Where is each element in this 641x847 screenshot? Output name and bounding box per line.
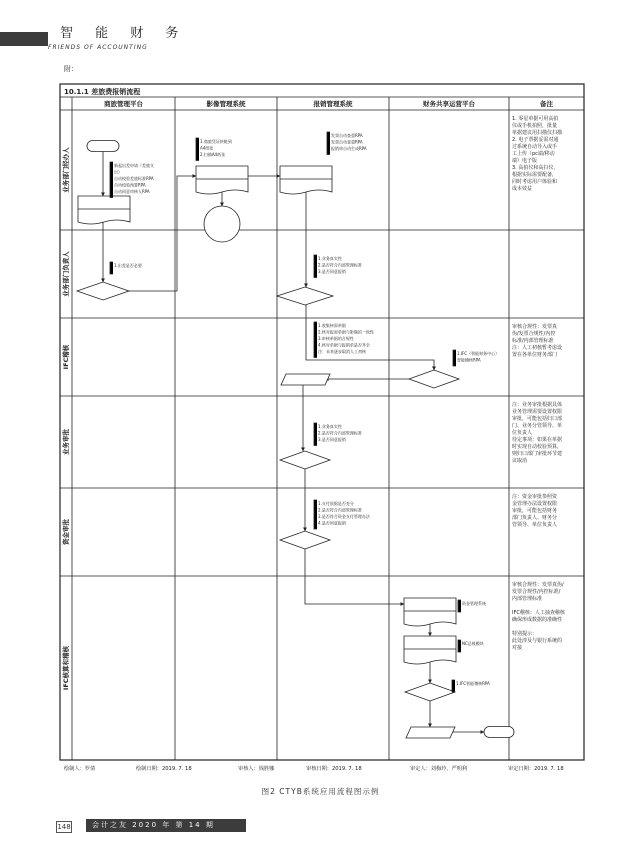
- signoff-3: 审核日期：2019. 7. 18: [306, 766, 362, 772]
- lane-label: IFC稽核: [62, 344, 70, 370]
- note-trip-apply-1: 出）: [114, 169, 122, 175]
- manual-audit1-node: [281, 374, 330, 385]
- note-ifc-audit-1: 智能稽核RPA: [457, 357, 481, 363]
- biz-approve-node: [280, 451, 330, 469]
- note-scan-1: A4纸张: [200, 145, 214, 151]
- remark-lane-4-2: 审批，可能包括财务: [512, 508, 558, 514]
- remark-lane-0-9: 同时考虑用户体验和: [512, 179, 558, 185]
- remark-lane-3-8: 议取消: [512, 458, 528, 464]
- note-form-approve-1: 2.是否符合内部管理标准: [318, 262, 362, 268]
- lane-label: 资金审批: [62, 519, 70, 545]
- note-form-gen-1: 发票自动查重RPA: [331, 139, 363, 145]
- note-pay-bracket: [458, 600, 461, 612]
- remark-lane-4-0: 注：资金审批参照资: [512, 494, 558, 500]
- post-node: [404, 636, 456, 664]
- review-node: [204, 206, 240, 242]
- fund-approve-node: [280, 531, 330, 549]
- note-ifc-audit2-0: 1.IFC智能稽核RPA: [456, 681, 490, 686]
- remark-lane-3-3: 门、业务分管领导、单: [512, 423, 563, 429]
- note-form-approve-bracket: [314, 255, 317, 278]
- page-number: 148: [57, 823, 71, 831]
- note-form-gen-bracket: [327, 132, 330, 155]
- lane-label: 业务部门经办人: [62, 147, 70, 193]
- note-ifc-audit-0: 1.IFC（智能财务中心）: [457, 351, 500, 356]
- note-scan-0: 1.商旅凭证转帐到: [200, 139, 232, 144]
- note-trip-apply-bracket: [110, 162, 113, 198]
- remark-lane-0-8: 根据实际需要配备，: [512, 172, 558, 178]
- start-node: [87, 141, 119, 152]
- note-scan-bracket: [196, 138, 199, 161]
- remark-lane-3-5: 待定事项：如果在单据: [512, 437, 563, 443]
- journal-subtitle: FRIENDS OF ACCOUNTING: [48, 44, 148, 51]
- pay-node: [404, 598, 456, 626]
- remark-lane-4-3: 部门负责人、财务分: [512, 515, 558, 521]
- note-biz-approve-0: 1.业务真实性: [318, 424, 342, 429]
- remark-lane-2-3: 注：人工初核暂考虑设: [512, 345, 563, 351]
- note-fund-approve-2: 3.是否符合资金支付管理办法: [318, 514, 370, 519]
- column-header: 财务共享运营平台: [423, 100, 475, 108]
- note-ifc-audit-bracket: [453, 350, 456, 366]
- note-trip-approve-0: 1.出差是否必要: [114, 263, 142, 268]
- note-ifc-audit2-bracket: [452, 680, 455, 692]
- remark-lane-0-3: 2. 电子票据妥需对通: [512, 137, 559, 143]
- remark-lane-5-1: 发票合规性/内控标准/: [512, 589, 561, 595]
- remark-lane-2-4: 置在各单位财务部门: [512, 352, 558, 358]
- remark-lane-2-1: 伪/发票合规性/内控: [512, 331, 556, 337]
- note-pay-0: 资金管理系统: [462, 601, 486, 606]
- figure-caption: 图2 CTYB系统应用流程图示例: [261, 787, 380, 796]
- note-biz-approve-bracket: [314, 423, 317, 446]
- note-post-bracket: [458, 640, 461, 652]
- remark-lane-5-2: 内部管理标准: [512, 596, 543, 602]
- note-manual-audit-0: 1.收集核原单据: [318, 323, 346, 328]
- remark-lane-3-4: 位负责人: [512, 430, 533, 436]
- ifc-audit1-node: [409, 370, 459, 388]
- remark-lane-5-5: 确保形成数据的准确性: [512, 617, 563, 623]
- note-post-0: NC总账模块: [462, 641, 484, 646]
- flowchart-title: 10.1.1 差旅费报销流程: [64, 88, 141, 96]
- note-trip-apply-4: 自动同意审核人RPA: [114, 189, 150, 194]
- note-trip-approve-bracket: [110, 262, 113, 274]
- remark-lane-5-8: 此处涉及与银行系统的: [512, 638, 563, 644]
- note-fund-approve-1: 2.是否符合内部管理标准: [318, 507, 362, 513]
- form-gen-node: [280, 166, 332, 194]
- remark-lane-5-7: 特别提示：: [512, 631, 538, 637]
- remark-lane-2-2: 标准/内部管理标准: [512, 338, 554, 344]
- signoff-5: 审定日期：2019. 7. 18: [508, 766, 564, 772]
- remark-lane-0-2: 单据建议用扫描仪扫描: [512, 130, 563, 136]
- note-trip-apply-3: 自动校验预算RPA: [114, 182, 146, 188]
- remark-lane-0-0: 1. 零星单据可用高拍: [512, 116, 559, 122]
- remark-lane-5-9: 对接: [512, 645, 523, 651]
- column-header: 影像管理系统: [206, 100, 246, 108]
- note-trip-apply-2: 自动校验差旅标准RPA: [114, 176, 154, 181]
- end-node: [484, 727, 514, 738]
- note-fund-approve-bracket: [314, 500, 317, 529]
- manual-check-node: [406, 727, 455, 738]
- signoff-1: 绘制日期：2019. 7. 18: [136, 766, 192, 772]
- remark-lane-0-10: 成本效益: [512, 186, 533, 192]
- note-manual-audit-3: 4.核对单据与报销单是否齐全: [318, 342, 370, 348]
- lane-label: 业务部门负责人: [62, 251, 70, 297]
- remark-lane-4-4: 管领导、单位负责人: [512, 522, 558, 528]
- lane-label: 业务审批: [62, 429, 70, 455]
- trip-approve-node: [77, 282, 129, 300]
- remark-lane-0-5: 工上传（pc端/移动: [512, 151, 555, 157]
- remark-lane-0-7: 3. 高拍仪和高扫仪，: [512, 165, 559, 171]
- note-form-approve-2: 3.是否同意报销: [318, 269, 346, 274]
- remark-lane-2-0: 审核合规性：发票真: [512, 324, 558, 330]
- note-manual-audit-2: 3.审核单据的合规性: [318, 336, 354, 341]
- remark-lane-0-6: 端）电子版: [512, 158, 538, 164]
- column-header: 报销管理系统: [313, 100, 353, 108]
- signoff-0: 绘制人：罗倩: [64, 766, 96, 772]
- remark-lane-4-1: 金管理办法设置权限: [512, 501, 558, 507]
- note-manual-audit-1: 2.核对报原单据与影像的一致性: [318, 329, 374, 335]
- journal-title: 智 能 财 务: [60, 26, 188, 41]
- note-form-approve-0: 1.业务真实性: [318, 256, 342, 261]
- signoff-4: 审定人：刘梅玲、严明利: [410, 766, 468, 772]
- trip-apply-node: [78, 196, 130, 224]
- journal-issue: 会计之友 2020 年 第 14 期: [86, 819, 246, 832]
- voucher-scan-node: [196, 166, 248, 194]
- appendix-label: 附：: [64, 65, 78, 73]
- note-form-gen-0: 发票自动查重RPA: [331, 133, 363, 138]
- note-scan-2: 2.扫描A4纸张: [200, 152, 226, 157]
- note-manual-audit-bracket: [314, 322, 317, 358]
- note-fund-approve-0: 1.支付依据是否充分: [318, 501, 354, 506]
- note-manual-audit-4: 注：未来逐步取消人工初核: [318, 349, 366, 354]
- ifc-audit2-node: [405, 683, 455, 701]
- remark-lane-0-1: 仪或手机拍照，批量: [512, 123, 558, 129]
- form-approve-node: [277, 287, 333, 305]
- remark-lane-3-0: 注：业务审批根据具体: [512, 402, 563, 408]
- note-biz-approve-2: 3.是否同意报销: [318, 437, 346, 442]
- column-header: 备注: [540, 100, 553, 108]
- remark-lane-3-1: 业务管理需要设置权限: [512, 409, 563, 415]
- remark-lane-3-7: 则归口部门审批环节建: [512, 451, 563, 457]
- note-trip-apply-0: 新起出差申请（差旅支: [114, 163, 154, 168]
- remark-lane-0-4: 过系统自动导入或手: [512, 144, 558, 150]
- note-form-gen-2: 报销单自动生成RPA: [331, 146, 367, 151]
- remark-lane-3-6: 时实现自动校验预算，: [512, 444, 563, 450]
- signoff-2: 审核人：钱胜娜: [238, 766, 275, 772]
- column-header: 商旅管理平台: [104, 100, 143, 108]
- lane-label: IFC核算和稽核: [62, 645, 70, 691]
- remark-lane-3-2: 审批，可能包括归口部: [512, 416, 563, 422]
- remark-lane-5-0: 审核合规性：发票真伪/: [512, 582, 564, 588]
- remark-lane-5-4: IFC稽核：人工抽查稽核: [512, 610, 565, 616]
- note-fund-approve-3: 4.是否同意报销: [318, 520, 346, 526]
- note-biz-approve-1: 2.是否符合内部管理标准: [318, 430, 362, 436]
